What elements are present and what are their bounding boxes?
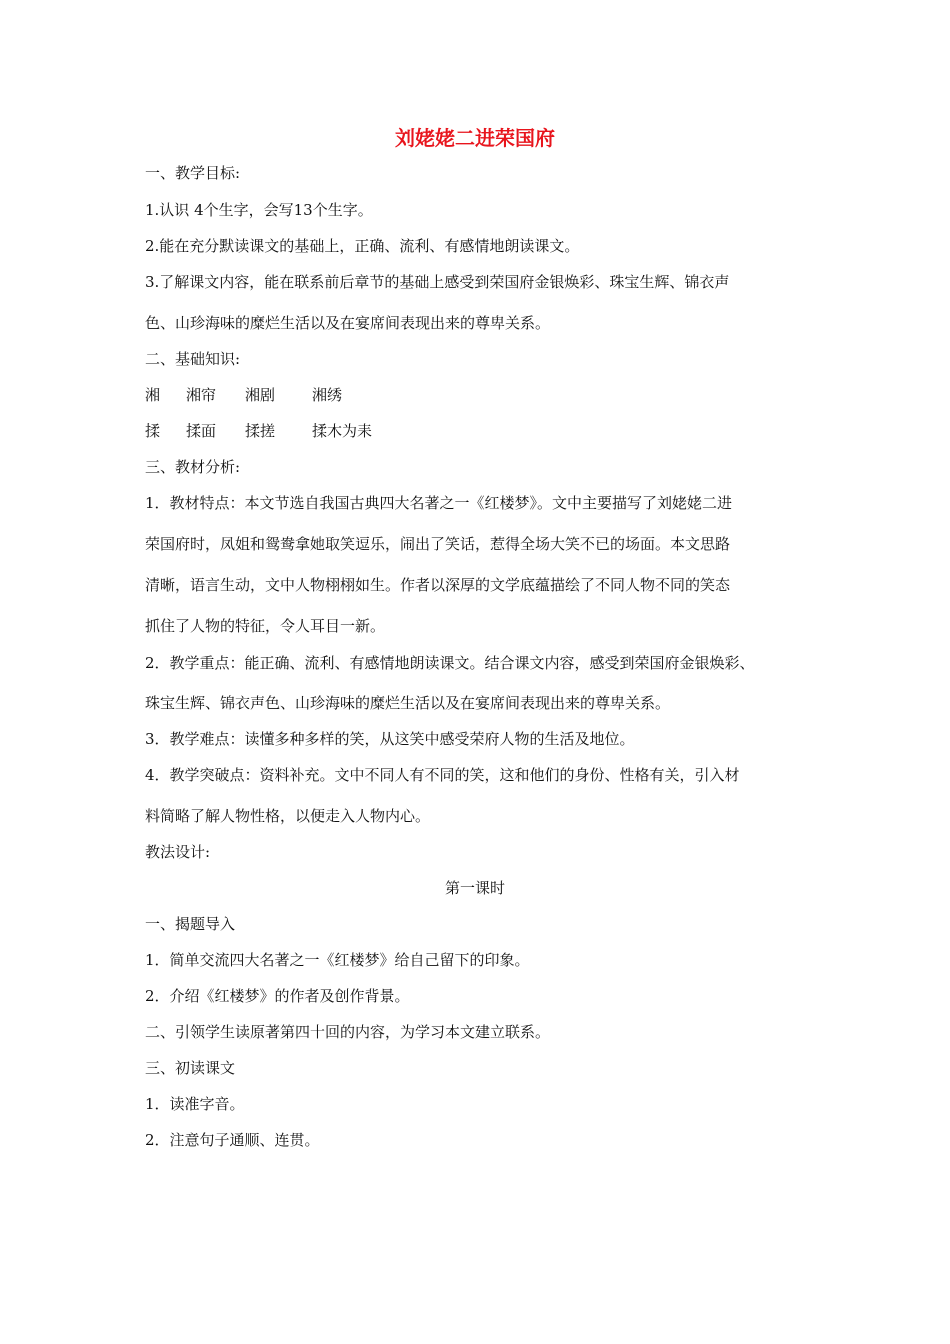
analysis-p1-line-3: 清晰，语言生动，文中人物栩栩如生。作者以深厚的文学底蕴描绘了不同人物不同的笑态 [145, 576, 731, 594]
analysis-p1-line-4: 抓住了人物的特征，令人耳目一新。 [145, 617, 386, 635]
vocab-word: 湘帘 [186, 386, 217, 404]
section-3-item-1: 1．读准字音。 [145, 1095, 245, 1113]
objective-item-3-line-1: 3.了解课文内容，能在联系前后章节的基础上感受到荣国府金银焕彩、珠宝生辉、锦衣声 [145, 273, 730, 291]
section-2-heading: 二、引领学生读原著第四十回的内容，为学习本文建立联系。 [145, 1023, 551, 1041]
analysis-heading: 三、教材分析: [145, 458, 241, 476]
objective-item-2: 2.能在充分默读课文的基础上，正确、流利、有感情地朗读课文。 [145, 237, 580, 255]
vocab-word: 湘剧 [245, 386, 276, 404]
analysis-p3: 3．教学难点：读懂多种多样的笑，从这笑中感受荣府人物的生活及地位。 [145, 730, 635, 748]
analysis-p4-line-2: 料简略了解人物性格，以便走入人物内心。 [145, 807, 431, 825]
objectives-heading: 一、教学目标: [145, 164, 241, 182]
lesson-title: 第一课时 [444, 879, 505, 897]
analysis-p2-line-2: 珠宝生辉、锦衣声色、山珍海味的糜烂生活以及在宴席间表现出来的尊卑关系。 [145, 694, 671, 712]
vocab-word: 揉搓 [245, 422, 276, 440]
analysis-p1-line-1: 1．教材特点：本文节选自我国古典四大名著之一《红楼梦》。文中主要描写了刘姥姥二进 [145, 494, 733, 512]
objective-item-1: 1.认识 4个生字，会写13个生字。 [145, 201, 373, 219]
section-1-item-2: 2．介绍《红楼梦》的作者及创作背景。 [145, 987, 410, 1005]
analysis-p1-line-2: 荣国府时，凤姐和鸳鸯拿她取笑逗乐，闹出了笑话，惹得全场大笑不已的场面。本文思路 [145, 535, 731, 553]
vocab-word: 揉木为耒 [312, 422, 373, 440]
analysis-p2-line-1: 2．教学重点：能正确、流利、有感情地朗读课文。结合课文内容，感受到荣国府金银焕彩、 [145, 654, 755, 672]
section-1-heading: 一、揭题导入 [145, 915, 236, 933]
method-heading: 教法设计: [145, 843, 211, 861]
document-title: 刘姥姥二进荣国府 [395, 126, 555, 150]
analysis-p4-line-1: 4．教学突破点：资料补充。文中不同人有不同的笑，这和他们的身份、性格有关，引入材 [145, 766, 740, 784]
vocab-word: 湘绣 [312, 386, 343, 404]
section-3-item-2: 2．注意句子通顺、连贯。 [145, 1131, 320, 1149]
vocab-word: 揉面 [186, 422, 217, 440]
section-1-item-1: 1．简单交流四大名著之一《红楼梦》给自己留下的印象。 [145, 951, 530, 969]
section-3-heading: 三、初读课文 [145, 1059, 236, 1077]
basics-heading: 二、基础知识: [145, 350, 241, 368]
vocab-word: 湘 [145, 386, 161, 404]
vocab-word: 揉 [145, 422, 161, 440]
objective-item-3-line-2: 色、山珍海味的糜烂生活以及在宴席间表现出来的尊卑关系。 [145, 314, 551, 332]
